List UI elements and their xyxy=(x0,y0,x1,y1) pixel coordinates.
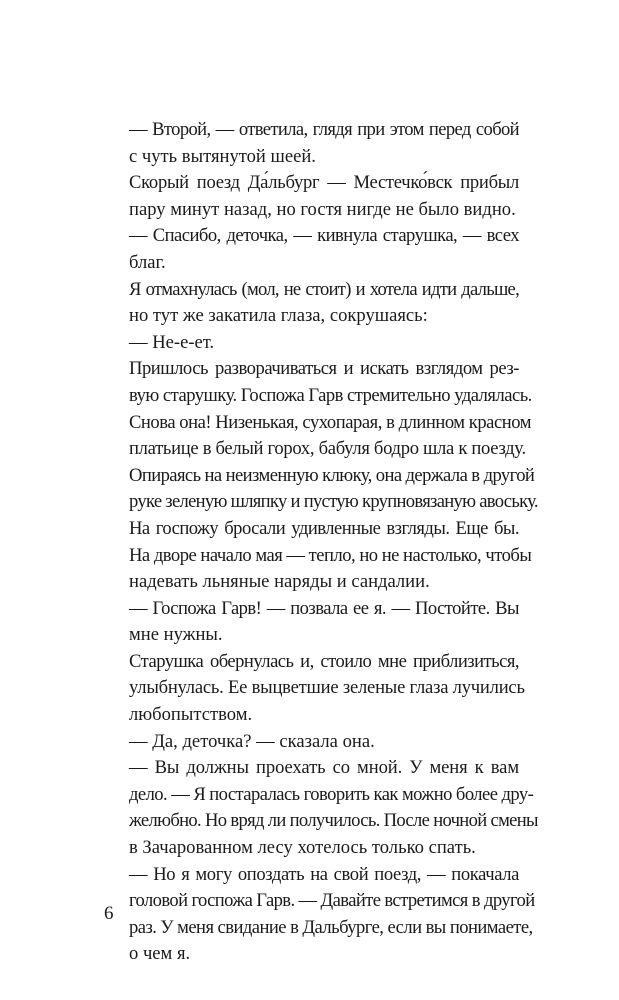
text-line: головой госпожа Гарв. — Давайте встретимся в другой xyxy=(129,890,535,912)
paragraph xyxy=(104,117,519,170)
text-line: Старушка обернулась и, стоило мне приблизиться, xyxy=(129,650,519,672)
text-line: — Но я могу опоздать на свой поезд, — покачала xyxy=(129,863,519,885)
paragraph xyxy=(104,356,538,516)
text-line: надевать льняные наряды и сандалии. xyxy=(129,571,430,593)
paragraph xyxy=(104,277,519,330)
paragraph xyxy=(104,223,519,276)
text-line: пару минут назад, но гостя нигде не было видно. xyxy=(129,198,516,220)
text-line: но тут же закатила глаза, сокрушаясь: xyxy=(129,305,428,327)
text-line: Опираясь на неизменную клюку, она держала в другой xyxy=(129,464,535,486)
paragraph xyxy=(104,516,532,596)
text-line: руке зеленую шляпку и пустую крупновязаную авоську. xyxy=(129,491,538,513)
text-line: в Зачарованном лесу хотелось только спать. xyxy=(129,837,476,859)
text-line: о чем я. xyxy=(129,943,191,965)
text-line: мне нужны. xyxy=(129,624,223,646)
text-line: улыбнулась. Ее выцветшие зеленые глаза лучились xyxy=(129,677,525,699)
text-line: раз. У меня свидание в Дальбурге, если вы понимаете, xyxy=(129,916,533,938)
paragraph xyxy=(104,649,525,729)
text-line: — Спасибо, деточка, — кивнула старушка, — всех xyxy=(129,225,519,247)
text-line: — Не-е-ет. xyxy=(129,331,215,353)
paragraph xyxy=(104,755,538,861)
text-line: любопытством. xyxy=(129,704,253,726)
text-line: платьице в белый горох, бабуля бодро шла к поезду. xyxy=(129,438,526,460)
text-line: благ. xyxy=(129,251,166,273)
text-line: На госпожу бросали удивленные взгляды. Еще бы. xyxy=(129,517,519,539)
paragraph xyxy=(104,170,519,223)
paragraph xyxy=(104,862,535,968)
text-line: — Второй, — ответила, глядя при этом перед собой xyxy=(129,119,519,140)
text-line: — Вы должны проехать со мной. У меня к вам xyxy=(129,757,519,779)
text-line: Я отмахнулась (мол, не стоит) и хотела идти дальше, xyxy=(129,278,519,300)
text-line: Снова она! Низенькая, сухопарая, в длинном красном xyxy=(129,411,532,433)
text-line: дело. — Я постаралась говорить как можно более дру- xyxy=(129,783,534,805)
text-line: желюбно. Но вряд ли получилось. После ночной смены xyxy=(129,810,538,832)
text-line: — Да, деточка? — сказала она. xyxy=(129,730,375,752)
paragraph xyxy=(104,596,519,649)
page-number: 6 xyxy=(104,903,114,924)
text-line: Пришлось разворачиваться и искать взглядом рез- xyxy=(129,358,519,380)
paragraph xyxy=(104,330,519,357)
paragraph xyxy=(104,729,519,756)
text-line: На дворе начало мая — тепло, но не настолько, чтобы xyxy=(129,544,532,566)
text-line: Скорый поезд Да́льбург — Местечко́вск прибыл xyxy=(129,172,519,194)
body-text xyxy=(104,117,538,968)
text-line: вую старушку. Госпожа Гарв стремительно удалялась. xyxy=(129,384,532,406)
text-line: с чуть вытянутой шеей. xyxy=(129,145,316,167)
text-line: — Госпожа Гарв! — позвала ее я. — Постойте. Вы xyxy=(129,597,519,619)
